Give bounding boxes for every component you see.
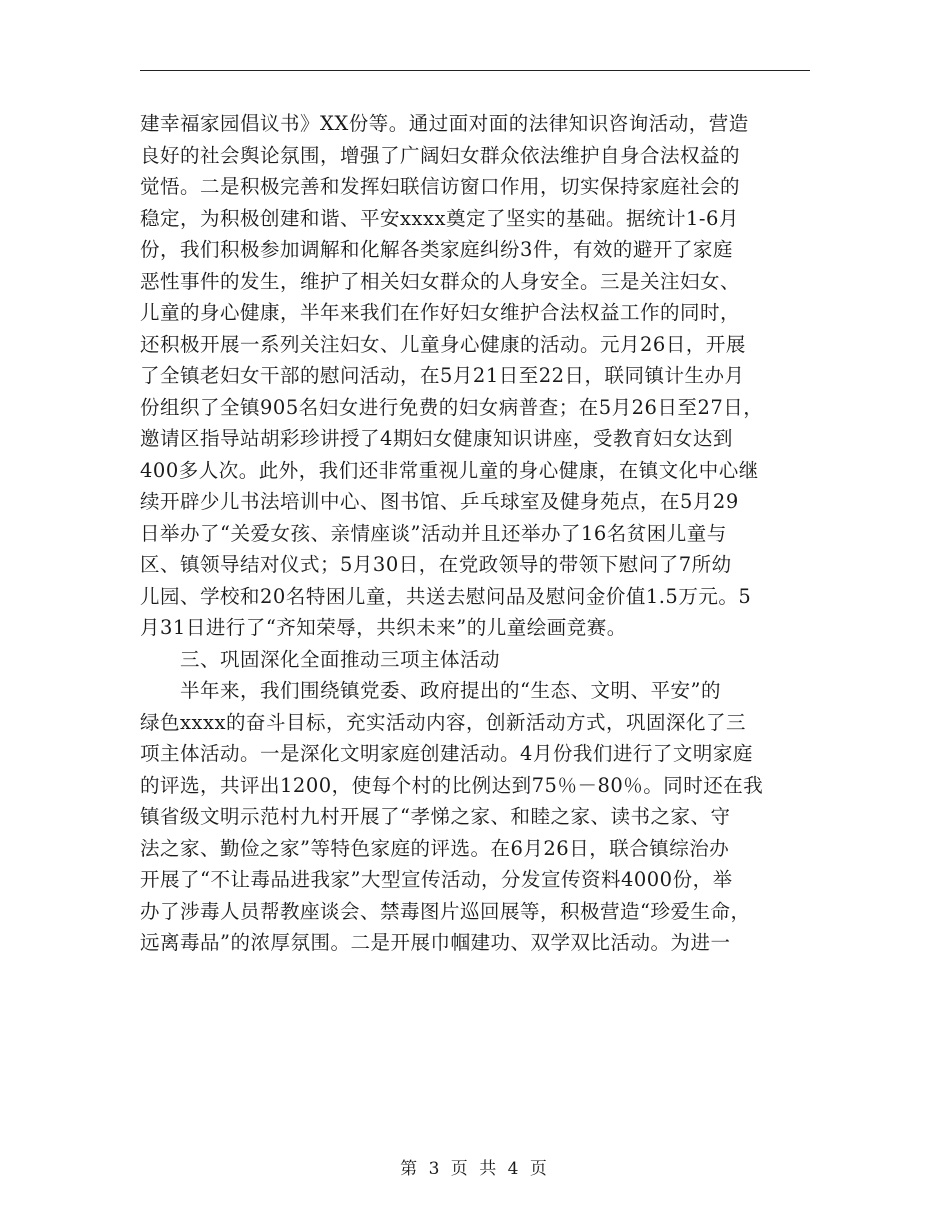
document-body: [140, 108, 810, 959]
page-number: 第 3 页 共 4 页: [400, 1159, 550, 1179]
body-line: 开展了“不让毒品进我家”大型宣传活动，分发宣传资料4000份，举: [140, 868, 733, 891]
body-line: 稳定，为积极创建和谐、平安xxxx奠定了坚实的基础。据统计1-6月: [140, 206, 739, 230]
body-line: 建幸福家园倡议书》XX份等。通过面对面的法律知识咨询活动，营造: [140, 112, 749, 135]
body-line: 日举办了“关爱女孩、亲情座谈”活动并且还举办了16名贫困儿童与: [140, 521, 727, 545]
body-line: 续开辟少儿书法培训中心、图书馆、乒乓球室及健身苑点，在5月29: [140, 490, 739, 513]
body-line: 良好的社会舆论氛围，增强了广阔妇女群众依法维护自身合法权益的: [140, 143, 741, 167]
body-line: 恶性事件的发生，维护了相关妇女群众的人身安全。三是关注妇女、: [140, 269, 741, 293]
body-line: 远离毒品”的浓厚氛围。二是开展巾帼建功、双学双比活动。为进一: [140, 931, 731, 954]
body-line: 镇省级文明示范村九村开展了“孝悌之家、和睦之家、读书之家、守: [140, 805, 731, 828]
body-line: 邀请区指导站胡彩珍讲授了4期妇女健康知识讲座，受教育妇女达到: [140, 427, 733, 450]
body-line: 份组织了全镇905名妇女进行免费的妇女病普查；在5月26日至27日，: [140, 395, 764, 419]
body-line: 区、镇领导结对仪式；5月30日，在党政领导的带领下慰问了7所幼: [140, 553, 732, 576]
section-heading: 三、巩固深化全面推动三项主体活动: [180, 647, 501, 671]
body-line: 400多人次。此外，我们还非常重视儿童的身心健康，在镇文化中心继: [140, 458, 759, 482]
body-line: 办了涉毒人员帮教座谈会、禁毒图片巡回展等，积极营造“珍爱生命，: [140, 899, 751, 923]
body-line: 觉悟。二是积极完善和发挥妇联信访窗口作用，切实保持家庭社会的: [140, 175, 741, 198]
body-line: 月31日进行了“齐知荣辱，共织未来”的儿童绘画竞赛。: [140, 616, 627, 639]
body-line: 项主体活动。一是深化文明家庭创建活动。4月份我们进行了文明家庭: [140, 742, 753, 765]
body-line: 份，我们积极参加调解和化解各类家庭纠纷3件，有效的避开了家庭: [140, 238, 733, 261]
body-line: 儿童的身心健康，半年来我们在作好妇女维护合法权益工作的同时，: [140, 301, 741, 324]
body-line: 绿色xxxx的奋斗目标，充实活动内容，创新活动方式，巩固深化了三: [140, 710, 746, 734]
header-rule: [140, 70, 810, 71]
body-line: 的评选，共评出1200，使每个村的比例达到75％－80％。同时还在我: [140, 773, 764, 797]
body-line: 法之家、勤俭之家”等特色家庭的评选。在6月26日，联合镇综治办: [140, 836, 730, 860]
body-line: 儿园、学校和20名特困儿童，共送去慰问品及慰问金价值1.5万元。5: [140, 584, 752, 608]
body-line: 还积极开展一系列关注妇女、儿童身心健康的活动。元月26日，开展: [140, 332, 746, 356]
body-line: 半年来，我们围绕镇党委、政府提出的“生态、文明、平安”的: [180, 679, 721, 702]
body-line: 了全镇老妇女干部的慰问活动，在5月21日至22日，联同镇计生办月: [140, 364, 745, 387]
